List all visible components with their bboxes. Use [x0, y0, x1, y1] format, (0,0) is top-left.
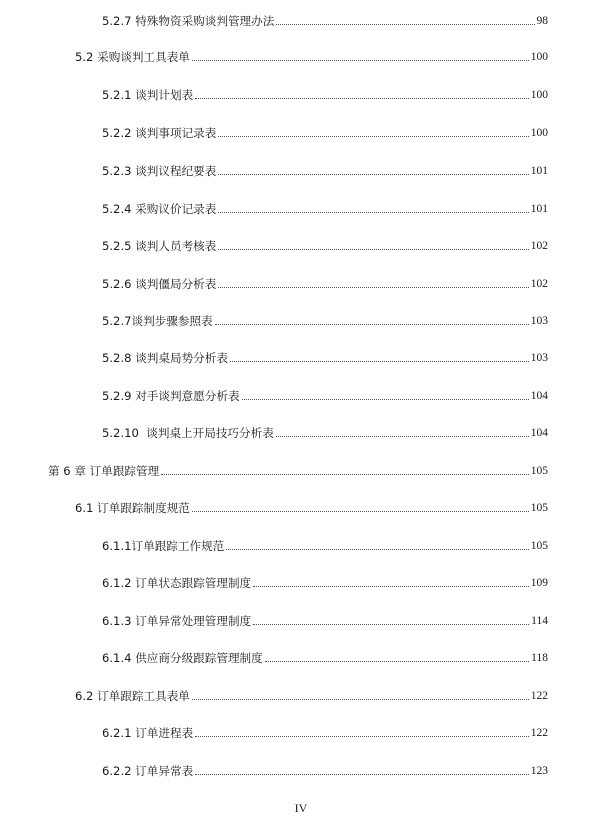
toc-entry-6-1-4[interactable]: [102, 645, 548, 665]
toc-title: 谈判步骤参照表: [131, 314, 213, 328]
toc-number: 5.2.8: [102, 351, 132, 365]
toc-page-number: 122: [530, 727, 548, 739]
toc-page-number: 103: [530, 352, 548, 364]
toc-title: 订单进程表: [135, 726, 194, 740]
toc-entry-5-2-4[interactable]: [102, 196, 548, 216]
toc-number: 5.2.2: [102, 126, 132, 140]
dot-leader: [218, 173, 528, 175]
dot-leader: [242, 398, 529, 400]
toc-entry-6-2[interactable]: [75, 683, 548, 703]
toc-page-number: 100: [530, 51, 548, 63]
toc-title: 订单跟踪管理: [89, 464, 160, 478]
toc-entry-5-2-10[interactable]: [102, 420, 548, 440]
toc-number: 5.2.7: [102, 314, 132, 328]
toc-title: 订单状态跟踪管理制度: [135, 576, 252, 590]
toc-title: 对手谈判意愿分析表: [135, 389, 240, 403]
toc-title: 订单跟踪工作规范: [131, 539, 225, 553]
toc-entry-5-2-2[interactable]: [102, 120, 548, 140]
toc-page-number: 103: [530, 315, 548, 327]
toc-page-number: 104: [530, 427, 548, 439]
toc-title: 采购谈判工具表单: [97, 50, 190, 64]
toc-number: 6.1.1: [102, 539, 132, 553]
dot-leader: [195, 97, 529, 99]
toc-entry-5-2-3[interactable]: [102, 158, 548, 178]
page-number-footer: IV: [294, 801, 308, 815]
toc-title: 供应商分级跟踪管理制度: [135, 651, 263, 665]
dot-leader: [230, 360, 529, 362]
toc-number: 6.2.1: [102, 726, 132, 740]
dot-leader: [215, 323, 529, 325]
toc-entry-5-2-7-special[interactable]: [102, 8, 548, 28]
toc-title: 订单跟踪制度规范: [97, 501, 190, 515]
toc-entry-6-1-3[interactable]: [102, 608, 548, 628]
toc-title: 特殊物资采购谈判管理办法: [135, 14, 275, 28]
toc-entry-6-1-1[interactable]: [102, 533, 548, 553]
toc-page-number: 100: [530, 127, 548, 139]
toc-entry-6-2-1[interactable]: [102, 720, 548, 740]
toc-number: 第 6 章: [48, 464, 86, 478]
toc-entry-5-2-1[interactable]: [102, 82, 548, 102]
toc-title: 谈判人员考核表: [135, 239, 217, 253]
toc-title: 谈判事项记录表: [135, 126, 217, 140]
toc-number: 6.1.4: [102, 651, 132, 665]
toc-page-number: 118: [531, 652, 548, 664]
dot-leader: [265, 660, 529, 662]
toc-number: 6.2: [75, 689, 94, 703]
dot-leader: [192, 510, 529, 512]
dot-leader: [218, 286, 528, 288]
toc-entry-5-2[interactable]: [75, 44, 548, 64]
toc-page-number: 114: [531, 615, 548, 627]
dot-leader: [218, 211, 528, 213]
toc-page-number: 122: [530, 690, 548, 702]
toc-number: 5.2.3: [102, 164, 132, 178]
dot-leader: [276, 435, 529, 437]
toc-page-number: 109: [530, 577, 548, 589]
toc-number: 5.2.9: [102, 389, 132, 403]
toc-page-number: 105: [530, 502, 548, 514]
toc-number: 5.2.1: [102, 88, 132, 102]
toc-page-number: 123: [530, 765, 548, 777]
toc-title: 订单跟踪工具表单: [97, 689, 190, 703]
toc-title: 谈判桌局势分析表: [135, 351, 228, 365]
dot-leader: [218, 248, 528, 250]
toc-page-number: 101: [530, 203, 548, 215]
toc-entry-5-2-8[interactable]: [102, 345, 548, 365]
toc-entry-chapter-6[interactable]: [48, 458, 548, 478]
toc-page-number: 102: [530, 278, 548, 290]
toc-number: 6.1: [75, 501, 94, 515]
toc-number: 6.2.2: [102, 764, 132, 778]
toc-title: 谈判桌上开局技巧分析表: [146, 426, 274, 440]
toc-entry-6-2-2[interactable]: [102, 758, 548, 778]
toc-number: 5.2.10: [102, 426, 139, 440]
dot-leader: [276, 23, 534, 25]
toc-title: 订单异常处理管理制度: [135, 614, 252, 628]
toc-page-number: 102: [530, 240, 548, 252]
dot-leader: [253, 585, 529, 587]
toc-page-number: 98: [536, 15, 548, 27]
toc-entry-5-2-9[interactable]: [102, 383, 548, 403]
toc-entry-5-2-5[interactable]: [102, 233, 548, 253]
toc-entry-6-1[interactable]: [75, 495, 548, 515]
toc-title: 采购议价记录表: [135, 202, 217, 216]
toc-title: 谈判议程纪要表: [135, 164, 217, 178]
toc-page-number: 101: [530, 165, 548, 177]
toc-title: 订单异常表: [135, 764, 194, 778]
toc-page-number: 105: [530, 540, 548, 552]
toc-page-number: 104: [530, 390, 548, 402]
toc-entry-5-2-7-steps[interactable]: [102, 308, 548, 328]
dot-leader: [195, 735, 529, 737]
toc-number: 5.2: [75, 50, 94, 64]
toc-title: 谈判僵局分析表: [135, 277, 217, 291]
toc-number: 5.2.7: [102, 14, 132, 28]
dot-leader: [192, 59, 529, 61]
toc-number: 5.2.5: [102, 239, 132, 253]
toc-entry-6-1-2[interactable]: [102, 570, 548, 590]
dot-leader: [195, 773, 529, 775]
toc-number: 6.1.2: [102, 576, 132, 590]
toc-entry-5-2-6[interactable]: [102, 271, 548, 291]
toc-title: 谈判计划表: [135, 88, 194, 102]
toc-page-number: 100: [530, 89, 548, 101]
dot-leader: [192, 698, 529, 700]
dot-leader: [226, 548, 528, 550]
toc-number: 5.2.4: [102, 202, 132, 216]
toc-page-number: 105: [530, 465, 548, 477]
dot-leader: [161, 473, 529, 475]
toc-number: 5.2.6: [102, 277, 132, 291]
dot-leader: [253, 623, 529, 625]
dot-leader: [218, 135, 528, 137]
toc-number: 6.1.3: [102, 614, 132, 628]
